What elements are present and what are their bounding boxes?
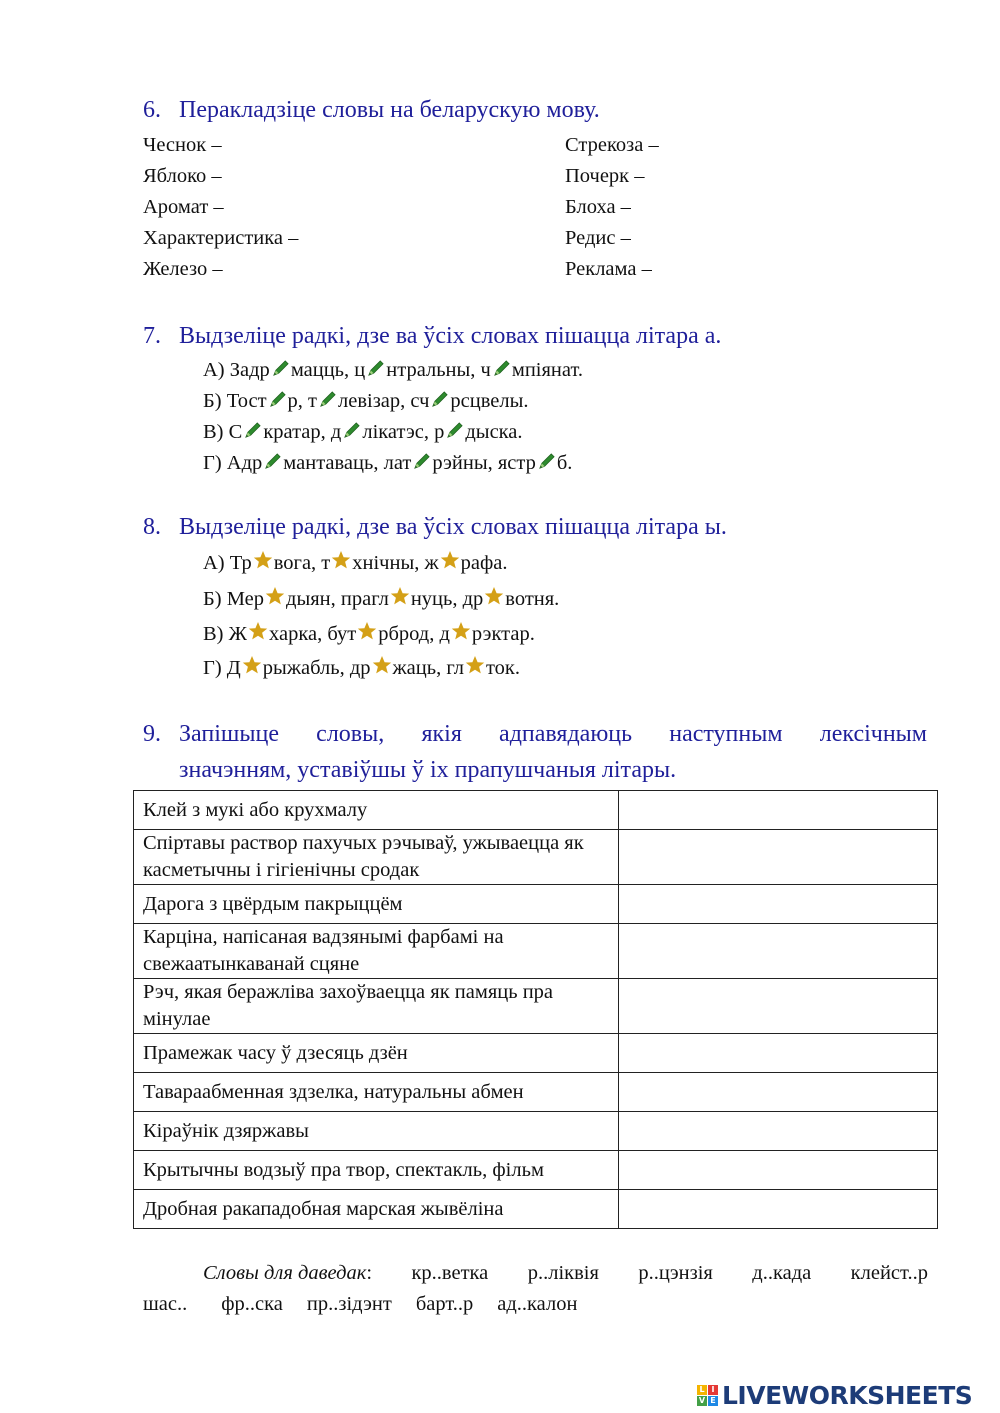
option-text: рсцвелы.: [450, 390, 529, 412]
answer-cell[interactable]: [619, 830, 938, 885]
task-6-word: Стрекоза –: [565, 134, 659, 156]
option-text: вога, т: [273, 552, 331, 574]
star-icon: [248, 621, 268, 641]
answer-cell[interactable]: [619, 979, 938, 1034]
answer-cell[interactable]: [619, 1151, 938, 1190]
table-row: [134, 924, 938, 979]
task-8-option[interactable]: [203, 586, 559, 612]
task-7-option[interactable]: [203, 419, 523, 445]
star-icon: [242, 655, 262, 675]
option-text: б.: [556, 452, 573, 474]
table-row: [134, 791, 938, 830]
task-6-word: Чеснок –: [143, 134, 222, 156]
option-text: В) Ж: [203, 623, 247, 645]
answer-cell[interactable]: [619, 1034, 938, 1073]
star-icon: [484, 586, 504, 606]
option-text: харка, бут: [269, 623, 357, 645]
option-text: Г) Д: [203, 657, 241, 679]
option-text: Б) Тост: [203, 390, 267, 412]
definition-cell: Спіртавы раствор пахучых рэчываў, ужываецца як касметычны і гігіенічны сродак: [134, 830, 619, 885]
task-6-word: Блоха –: [565, 196, 631, 218]
table-row: [134, 1190, 938, 1229]
option-text: дыска.: [465, 421, 523, 443]
option-text: рброд, д: [378, 623, 450, 645]
table-row: [134, 1112, 938, 1151]
task-6-word: Характеристика –: [143, 227, 299, 249]
option-text: нуць, др: [410, 588, 484, 610]
reference-word: пр..зідэнт: [306, 1293, 392, 1315]
definition-cell: Дарога з цвёрдым пакрыццём: [134, 885, 619, 924]
table-row: [134, 979, 938, 1034]
logo-mark-icon: L I V E: [697, 1385, 718, 1406]
option-text: рыжабль, др: [262, 657, 371, 679]
pencil-icon: [342, 421, 361, 440]
reference-word: д..када: [752, 1262, 812, 1284]
option-text: жаць, гл: [392, 657, 464, 679]
task-7-title: 7. Выдзеліце радкі, дзе ва ўсіх словах пішацца літара а.: [143, 323, 722, 349]
option-text: Г) Адр: [203, 452, 263, 474]
star-icon: [331, 550, 351, 570]
pencil-icon: [271, 359, 290, 378]
task-7-option[interactable]: [203, 450, 572, 476]
pencil-icon: [366, 359, 385, 378]
definition-cell: Прамежак часу ў дзесяць дзён: [134, 1034, 619, 1073]
task-9-title-line-1: Запішыце словы, якія адпавядаюць наступным лексічным: [179, 721, 927, 747]
option-text: левізар, сч: [338, 390, 430, 412]
option-text: А) Тр: [203, 552, 252, 574]
pencil-icon: [243, 421, 262, 440]
option-text: хнічны, ж: [352, 552, 439, 574]
star-icon: [265, 586, 285, 606]
reference-word: р..ліквія: [527, 1262, 599, 1284]
reference-word: барт..р: [415, 1293, 474, 1315]
task-6-word: Яблоко –: [143, 165, 222, 187]
reference-word: ад..калон: [497, 1293, 578, 1315]
definition-cell: Клей з мукі або крухмалу: [134, 791, 619, 830]
star-icon: [253, 550, 273, 570]
task-8-option[interactable]: [203, 655, 520, 681]
table-row: [134, 1073, 938, 1112]
answer-cell[interactable]: [619, 924, 938, 979]
option-text: дыян, прагл: [286, 588, 389, 610]
task-7-option[interactable]: [203, 388, 529, 414]
option-text: В) С: [203, 421, 243, 443]
option-text: мацць, ц: [290, 359, 366, 381]
star-icon: [451, 621, 471, 641]
table-row: [134, 1151, 938, 1190]
option-text: рафа.: [460, 552, 508, 574]
reference-word: фр..ска: [221, 1293, 283, 1315]
task-8-option[interactable]: [203, 621, 535, 647]
option-text: мантаваць, лат: [283, 452, 412, 474]
definition-cell: Карціна, напісаная вадзянымі фарбамі на свежаатынкаванай сцяне: [134, 924, 619, 979]
pencil-icon: [318, 390, 337, 409]
liveworksheets-logo[interactable]: [697, 1380, 972, 1410]
pencil-icon: [537, 452, 556, 471]
table-row: [134, 885, 938, 924]
reference-word: кр..ветка: [411, 1262, 489, 1284]
task-6-word: Почерк –: [565, 165, 645, 187]
option-text: Б) Мер: [203, 588, 265, 610]
answer-cell[interactable]: [619, 1190, 938, 1229]
table-row: [134, 1034, 938, 1073]
definition-cell: Тавараабменная здзелка, натуральны абмен: [134, 1073, 619, 1112]
reference-word: клейст..р: [850, 1262, 928, 1284]
answer-cell[interactable]: [619, 1112, 938, 1151]
star-icon: [390, 586, 410, 606]
reference-word: р..цэнзія: [638, 1262, 713, 1284]
option-text: кратар, д: [263, 421, 342, 443]
option-text: вотня.: [505, 588, 560, 610]
definition-cell: Дробная ракападобная марская жывёліна: [134, 1190, 619, 1229]
answer-cell[interactable]: [619, 885, 938, 924]
pencil-icon: [263, 452, 282, 471]
reference-words-line-1: [143, 1262, 928, 1285]
definition-cell: Крытычны водзыў пра твор, спектакль, фільм: [134, 1151, 619, 1190]
reference-words-line-2: [143, 1293, 577, 1316]
option-text: лікатэс, р: [362, 421, 445, 443]
star-icon: [372, 655, 392, 675]
pencil-icon: [430, 390, 449, 409]
logo-text: LIVEWORKSHEETS: [722, 1380, 973, 1410]
task-8-option[interactable]: [203, 550, 508, 576]
table-row: [134, 830, 938, 885]
definition-cell: Рэч, якая беражліва захоўваецца як памяць пра мінулае: [134, 979, 619, 1034]
pencil-icon: [268, 390, 287, 409]
task-6-title: 6. Перакладзіце словы на беларускую мову.: [143, 97, 600, 123]
task-9-title-line-2: значэнням, уставіўшы ў іх прапушчаныя літары.: [179, 757, 677, 783]
definition-cell: Кіраўнік дзяржавы: [134, 1112, 619, 1151]
option-text: мпіянат.: [511, 359, 584, 381]
task-9-table: [133, 790, 938, 1229]
task-6-word: Реклама –: [565, 258, 652, 280]
star-icon: [465, 655, 485, 675]
pencil-icon: [412, 452, 431, 471]
reference-word: шас..: [143, 1293, 188, 1315]
option-text: р, т: [287, 390, 317, 412]
option-text: рэйны, ястр: [432, 452, 536, 474]
answer-cell[interactable]: [619, 791, 938, 830]
reference-label: Словы для даведак:: [203, 1262, 373, 1284]
task-6-word: Железо –: [143, 258, 223, 280]
task-7-option[interactable]: [203, 357, 583, 383]
pencil-icon: [445, 421, 464, 440]
option-text: рэктар.: [471, 623, 535, 645]
task-6-word: Аромат –: [143, 196, 224, 218]
option-text: ток.: [485, 657, 520, 679]
star-icon: [357, 621, 377, 641]
star-icon: [440, 550, 460, 570]
task-9-number: 9.: [143, 721, 161, 747]
pencil-icon: [492, 359, 511, 378]
option-text: нтральны, ч: [386, 359, 491, 381]
option-text: А) Задр: [203, 359, 270, 381]
answer-cell[interactable]: [619, 1073, 938, 1112]
task-6-word: Редис –: [565, 227, 631, 249]
task-8-title: 8. Выдзеліце радкі, дзе ва ўсіх словах пішацца літара ы.: [143, 514, 727, 540]
